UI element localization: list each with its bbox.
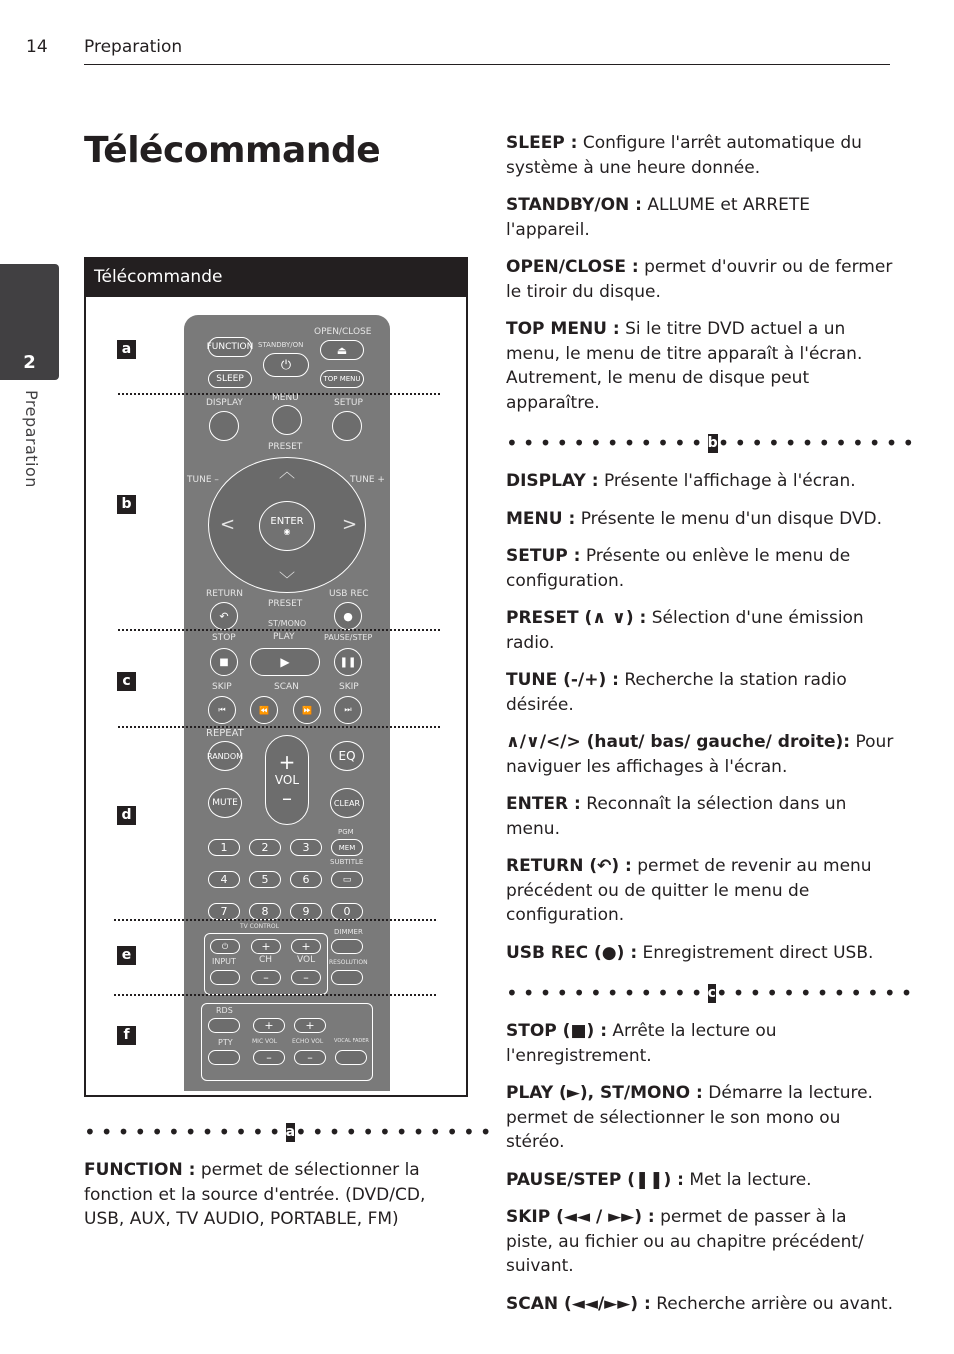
preset-entry: PRESET (∧ ∨) : Sélection d'une émission radio. bbox=[506, 608, 864, 653]
repeat-label: REPEAT bbox=[206, 728, 244, 739]
divider-4 bbox=[114, 919, 436, 921]
section-separator-b: •••••••••••• b •••••••••••• bbox=[506, 431, 920, 455]
tv-volume-up-button[interactable]: + bbox=[291, 939, 321, 954]
return-label: RETURN bbox=[206, 589, 244, 599]
up-arrow-icon[interactable]: ︿ bbox=[279, 462, 296, 481]
eq-button[interactable]: EQ bbox=[330, 741, 364, 771]
digit-7-button[interactable]: 7 bbox=[208, 903, 240, 920]
tv-power-icon[interactable]: ⏻ bbox=[210, 939, 240, 954]
st-mono-label: ST/MONO bbox=[268, 619, 307, 628]
left-arrow-icon[interactable]: < bbox=[220, 514, 236, 535]
function-entry: FUNCTION : permet de sélectionner la fonction et la source d'entrée. (DVD/CD, USB, AUX, TV AUDIO, PORTABLE, FM) bbox=[84, 1160, 426, 1229]
pty-button[interactable] bbox=[208, 1050, 240, 1065]
chapter-number: 2 bbox=[23, 352, 36, 373]
echo-vol-down-button[interactable]: – bbox=[294, 1050, 326, 1065]
section-marker-f: f bbox=[117, 1026, 136, 1045]
stop-label: STOP bbox=[212, 633, 236, 643]
tv-volume-down-button[interactable]: – bbox=[291, 970, 321, 985]
digit-2-button[interactable]: 2 bbox=[249, 839, 281, 856]
skip-right-label: SKIP bbox=[339, 682, 359, 692]
preset-bottom-label: PRESET bbox=[268, 599, 303, 609]
function-button[interactable]: FUNCTION bbox=[208, 337, 252, 357]
sleep-entry: SLEEP : Configure l'arrêt automatique du système à une heure donnée. bbox=[506, 133, 862, 178]
fast-forward-icon[interactable]: ⏩ bbox=[293, 696, 321, 724]
setup-button[interactable] bbox=[332, 411, 362, 441]
section-marker-e: e bbox=[117, 946, 136, 965]
input-button[interactable] bbox=[210, 970, 240, 985]
digit-0-button[interactable]: 0 bbox=[331, 903, 363, 920]
standby-entry: STANDBY/ON : ALLUME et ARRETE l'appareil. bbox=[506, 195, 811, 240]
open-close-entry: OPEN/CLOSE : permet d'ouvrir ou de fermer le tiroir du disque. bbox=[506, 257, 893, 302]
remote-control bbox=[184, 315, 390, 1091]
resolution-button[interactable] bbox=[331, 970, 363, 985]
mic-vol-label: MIC VOL bbox=[252, 1038, 278, 1045]
play-icon[interactable]: ▶ bbox=[250, 648, 320, 676]
mem-button[interactable]: MEM bbox=[331, 839, 363, 856]
random-button[interactable]: RANDOM bbox=[208, 741, 242, 771]
usb-rec-label: USB REC bbox=[329, 589, 369, 599]
skip-entry: SKIP (◄◄ / ►►) : permet de passer à la piste, au fichier ou au chapitre précédent/ suivant. bbox=[506, 1207, 864, 1276]
tune-plus-label: TUNE + bbox=[350, 475, 385, 485]
mic-vol-up-button[interactable]: + bbox=[253, 1018, 285, 1033]
preset-top-label: PRESET bbox=[268, 442, 303, 452]
standby-label: STANDBY/ON bbox=[258, 341, 304, 349]
running-header: Preparation bbox=[84, 37, 183, 57]
divider-3 bbox=[118, 726, 440, 728]
pgm-label: PGM bbox=[338, 828, 354, 836]
scan-entry: SCAN (◄◄/►►) : Recherche arrière ou avant. bbox=[506, 1293, 893, 1314]
dimmer-button[interactable] bbox=[331, 939, 363, 954]
tune-minus-label: TUNE – bbox=[187, 475, 219, 485]
chapter-label: Preparation bbox=[22, 390, 41, 488]
enter-entry: ENTER : Reconnaît la sélection dans un menu. bbox=[506, 794, 847, 839]
right-text-column bbox=[506, 131, 920, 1329]
divider-1 bbox=[118, 393, 440, 395]
rds-button[interactable] bbox=[208, 1018, 240, 1033]
section-separator-a: •••••••••••• a •••••••••••• bbox=[84, 1120, 497, 1144]
open-close-label: OPEN/CLOSE bbox=[314, 327, 372, 337]
digit-9-button[interactable]: 9 bbox=[290, 903, 322, 920]
pause-entry: PAUSE/STEP (❚❚) : Met la lecture. bbox=[506, 1169, 812, 1190]
stop-icon[interactable]: ■ bbox=[210, 648, 238, 676]
down-arrow-icon[interactable]: ﹀ bbox=[279, 570, 296, 589]
subtitle-icon[interactable]: ▭ bbox=[331, 871, 363, 888]
section-marker-b: b bbox=[117, 495, 136, 514]
header-rule bbox=[84, 64, 890, 65]
clear-button[interactable]: CLEAR bbox=[330, 788, 364, 818]
enter-button[interactable]: ENTER ◉ bbox=[259, 501, 315, 551]
top-menu-entry: TOP MENU : Si le titre DVD actuel a un menu, le menu de titre apparaît à l'écran. Autrement, le menu de disque peut apparaître. bbox=[506, 319, 863, 413]
section-marker-a: a bbox=[117, 340, 136, 359]
top-menu-button[interactable]: TOP MENU bbox=[320, 370, 364, 388]
skip-forward-icon[interactable]: ⏭ bbox=[334, 696, 362, 724]
display-entry: DISPLAY : Présente l'affichage à l'écran. bbox=[506, 471, 856, 491]
menu-label: MENU bbox=[272, 393, 299, 403]
right-arrow-icon[interactable]: > bbox=[342, 514, 358, 535]
channel-down-button[interactable]: – bbox=[251, 970, 281, 985]
mic-vol-down-button[interactable]: – bbox=[253, 1050, 285, 1065]
divider-5 bbox=[114, 994, 436, 996]
page-title: Télécommande bbox=[84, 130, 381, 171]
play-entry: PLAY (►), ST/MONO : Démarre la lecture. permet de sélectionner le son mono ou stéréo. bbox=[506, 1083, 873, 1152]
channel-up-button[interactable]: + bbox=[251, 939, 281, 954]
digit-6-button[interactable]: 6 bbox=[290, 871, 322, 888]
echo-vol-up-button[interactable]: + bbox=[294, 1018, 326, 1033]
resolution-label: RESOLUTION bbox=[329, 959, 368, 966]
digit-4-button[interactable]: 4 bbox=[208, 871, 240, 888]
digit-5-button[interactable]: 5 bbox=[249, 871, 281, 888]
stop-entry: STOP (■) : Arrête la lecture ou l'enregistrement. bbox=[506, 1021, 777, 1066]
setup-entry: SETUP : Présente ou enlève le menu de configuration. bbox=[506, 546, 851, 591]
skip-back-icon[interactable]: ⏮ bbox=[208, 696, 236, 724]
skip-left-label: SKIP bbox=[212, 682, 232, 692]
eject-icon[interactable]: ⏏ bbox=[320, 340, 364, 360]
usb-rec-entry: USB REC (●) : Enregistrement direct USB. bbox=[506, 942, 874, 963]
display-button[interactable] bbox=[209, 411, 239, 441]
setup-label: SETUP bbox=[334, 398, 363, 408]
return-icon[interactable]: ↶ bbox=[210, 602, 238, 630]
rewind-icon[interactable]: ⏪ bbox=[250, 696, 278, 724]
play-label: PLAY bbox=[273, 632, 295, 642]
section-separator-c: •••••••••••• c •••••••••••• bbox=[506, 981, 918, 1005]
vocal-fader-button[interactable] bbox=[335, 1050, 367, 1065]
digit-3-button[interactable]: 3 bbox=[290, 839, 322, 856]
subtitle-label: SUBTITLE bbox=[330, 858, 364, 866]
digit-1-button[interactable]: 1 bbox=[208, 839, 240, 856]
divider-2 bbox=[118, 629, 440, 631]
left-text-column bbox=[84, 1120, 497, 1245]
menu-button[interactable] bbox=[272, 405, 302, 435]
sleep-button[interactable]: SLEEP bbox=[208, 370, 252, 388]
pty-label: PTY bbox=[218, 1038, 233, 1047]
section-marker-c: c bbox=[117, 672, 136, 691]
return-entry: RETURN (↶) : permet de revenir au menu précédent ou de quitter le menu de configuration. bbox=[506, 856, 872, 925]
scan-label: SCAN bbox=[274, 682, 299, 692]
pause-icon[interactable]: ❚❚ bbox=[334, 648, 362, 676]
section-marker-d: d bbox=[117, 806, 136, 825]
menu-entry: MENU : Présente le menu d'un disque DVD. bbox=[506, 508, 883, 529]
power-icon[interactable]: ⏻ bbox=[263, 353, 309, 377]
dimmer-label: DIMMER bbox=[334, 928, 363, 936]
tv-vol-label: VOL bbox=[297, 955, 316, 965]
record-icon[interactable]: ● bbox=[334, 602, 362, 630]
page-number: 14 bbox=[26, 37, 48, 57]
mute-button[interactable]: MUTE bbox=[208, 788, 242, 818]
display-label: DISPLAY bbox=[206, 398, 243, 408]
digit-8-button[interactable]: 8 bbox=[249, 903, 281, 920]
ch-label: CH bbox=[259, 955, 273, 965]
echo-vol-label: ECHO VOL bbox=[292, 1038, 324, 1045]
volume-rocker[interactable]: + VOL – bbox=[265, 735, 309, 825]
arrows-entry: ∧/∨/</> (haut/ bas/ gauche/ droite): Pour naviguer les affichages à l'écran. bbox=[506, 732, 894, 777]
vocal-fader-label: VOCAL FADER bbox=[334, 1038, 369, 1044]
tune-entry: TUNE (-/+) : Recherche la station radio désirée. bbox=[506, 670, 847, 715]
remote-figure bbox=[84, 257, 468, 1097]
tv-control-label: TV CONTROL bbox=[240, 923, 279, 930]
rds-label: RDS bbox=[216, 1006, 233, 1015]
pause-step-label: PAUSE/STEP bbox=[324, 633, 373, 642]
input-label: INPUT bbox=[212, 957, 236, 966]
figure-caption: Télécommande bbox=[86, 259, 466, 297]
